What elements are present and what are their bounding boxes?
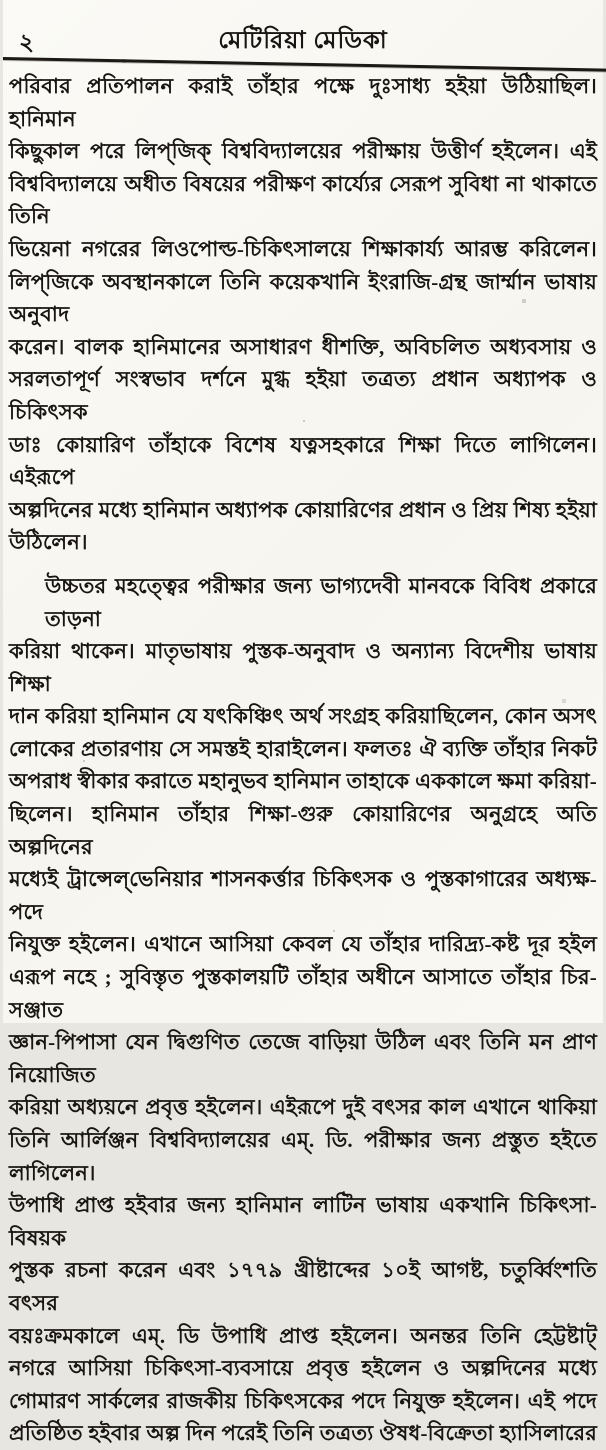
text-line: জ্ঞান-পিপাসা যেন দ্বিগুণিত তেজে বাড়িয়া উঠিল এবং তিনি মন প্রাণ নিয়োজিত — [9, 1030, 597, 1087]
text-line: নগরে আসিয়া চিকিৎসা-ব্যবসায়ে প্রবৃত্ত হইলেন ও অল্পদিনের মধ্যে — [9, 1356, 597, 1381]
scanned-book-page — [3, 0, 603, 1446]
text-line: লিপ্‌জিকে অবস্থানকালে তিনি কয়েকখানি ইংরাজি-গ্রন্থ জার্ম্মান ভাষায় অনুবাদ — [9, 269, 597, 327]
text-line: পরিবার প্রতিপালন করাই তাঁহার পক্ষে দুঃসাধ্য হইয়া উঠিয়াছিল। হানিমান — [9, 74, 597, 131]
text-line: বয়ঃক্রমকালে এম্. ডি উপাধি প্রাপ্ত হইলেন। অনন্তর তিনি হেট্টষ্টাট্‌ — [9, 1323, 597, 1348]
text-line: পুস্তক রচনা করেন এবং ১৭৭৯ খ্রীষ্টাব্দের ১০ই আগষ্ট, চতুর্ব্বিংশতি বৎসর — [9, 1258, 597, 1315]
page-header — [3, 22, 603, 56]
text-line: তিনি আর্লিঞ্জন বিশ্ববিদ্যালয়ের এম্. ডি. পরীক্ষার জন্য প্রস্তুত হইতে লাগিলেন। — [9, 1128, 597, 1185]
text-line: ভিয়েনা নগরের লিওপোল্ড-চিকিৎসালয়ে শিক্ষাকার্য্য আরম্ভ করিলেন। — [9, 236, 597, 261]
text-line: উঠিলেন। — [9, 530, 88, 555]
text-line: মধ্যেই ট্রান্সেল্‌ভেনিয়ার শাসনকর্ত্তার চিকিৎসক ও পুস্তকাগারের অধ্যক্ষ-পদে — [9, 867, 597, 924]
text-line: সরলতাপূর্ণ সংস্বভাব দর্শনে মুগ্ধ হইয়া তত্রত্য প্রধান অধ্যাপক ও চিকিৎসক — [9, 367, 597, 424]
text-line: করিয়া থাকেন। মাতৃভাষায় পুস্তক-অনুবাদ ও অন্যান্য বিদেশীয় ভাষায় শিক্ষা — [9, 639, 597, 696]
text-line: অল্পদিনের মধ্যে হানিমান অধ্যাপক কোয়ারিণের প্রধান ও প্রিয় শিষ্য হইয়া — [9, 497, 597, 522]
text-line: কিছুকাল পরে লিপ্‌জিক্‌ বিশ্ববিদ্যালয়ের পরীক্ষায় উত্তীর্ণ হইলেন। এই — [9, 139, 597, 164]
page-number: ২ — [19, 30, 34, 55]
text-line: উচ্চতর মহত্ত্বের পরীক্ষার জন্য ভাগ্যদেবী মানবকে বিবিধ প্রকারে তাড়না — [45, 573, 597, 631]
text-line: প্রতিষ্ঠিত হইবার অল্প দিন পরেই তিনি তত্রত্য ঔষধ-বিক্রেতা হ্যাসিলারের — [9, 1421, 597, 1446]
text-line: করেন। বালক হানিমানের অসাধারণ ধীশক্তি, অবিচলিত অধ্যবসায় ও — [9, 334, 597, 359]
text-line: গোমারণ সার্কলের রাজকীয় চিকিৎসকের পদে নিযুক্ত হইলেন। এই পদে — [9, 1388, 597, 1413]
text-line: নিযুক্ত হইলেন। এখানে আসিয়া কেবল যে তাঁহার দারিদ্র্য-কষ্ট দূর হইল — [9, 932, 597, 957]
text-line: লোকের প্রতারণায় সে সমস্তই হারাইলেন। ফলতঃ ঐ ব্যক্তি তাঁহার নিকট — [9, 736, 597, 761]
paragraph-2 — [9, 570, 597, 1450]
text-line: অপরাধ স্বীকার করাতে মহানুভব হানিমান তাহাকে এককালে ক্ষমা করিয়া- — [9, 769, 597, 794]
text-line: বিশ্ববিদ্যালয়ে অধীত বিষয়ের পরীক্ষণ কার্য্যের সেরূপ সুবিধা না থাকাতে তিনি — [9, 171, 597, 229]
text-line: ছিলেন। হানিমান তাঁহার শিক্ষা-গুরু কোয়ারিণের অনুগ্রহে অতি অল্পদিনের — [9, 802, 597, 859]
running-title: মেটিরিয়া মেডিকা — [218, 28, 388, 54]
text-line: দান করিয়া হানিমান যে যৎকিঞ্চিৎ অর্থ সংগ্রহ করিয়াছিলেন, কোন অসৎ — [9, 704, 597, 729]
text-line: এরূপ নহে ; সুবিস্তৃত পুস্তকালয়টি তাঁহার অধীনে আসাতে তাঁহার চির-সঞ্জাত — [9, 965, 597, 1022]
body-text — [9, 70, 597, 1450]
scan-speckles — [3, 0, 5, 2]
text-line: করিয়া অধ্যয়নে প্রবৃত্ত হইলেন। এইরূপে দুই বৎসর কাল এখানে থাকিয়া — [9, 1095, 597, 1120]
paragraph-1 — [9, 70, 597, 559]
text-line: ডাঃ কোয়ারিণ তাঁহাকে বিশেষ যত্নসহকারে শিক্ষা দিতে লাগিলেন। এইরূপে — [9, 432, 597, 490]
text-line: উপাধি প্রাপ্ত হইবার জন্য হানিমান লাটিন ভাষায় একখানি চিকিৎসা-বিষয়ক — [9, 1193, 597, 1250]
